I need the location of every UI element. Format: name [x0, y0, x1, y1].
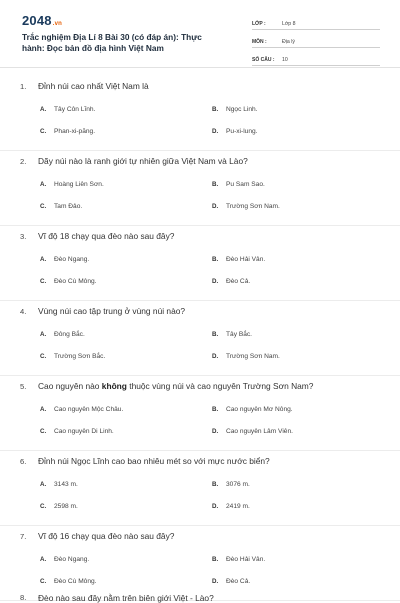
question-number: 3.	[20, 232, 27, 241]
option-text: Cao nguyên Di Linh.	[54, 428, 114, 435]
answer-option-b[interactable]	[212, 106, 258, 113]
option-letter: D.	[212, 578, 219, 585]
question-number: 1.	[20, 82, 27, 91]
option-text: Pu-xi-lung.	[226, 128, 258, 135]
quiz-meta	[252, 14, 380, 68]
answer-option-a[interactable]	[40, 556, 89, 563]
option-text: Đèo Hải Vân.	[226, 556, 266, 563]
question-item	[0, 301, 400, 376]
question-number: 8.	[20, 593, 27, 602]
question-number: 5.	[20, 382, 27, 391]
question-item	[0, 76, 400, 151]
option-text: Ngọc Linh.	[226, 106, 258, 113]
question-number: 7.	[20, 532, 27, 541]
option-text: Cao nguyên Lâm Viên.	[226, 428, 293, 435]
answer-option-a[interactable]	[40, 106, 95, 113]
option-letter: C.	[40, 128, 47, 135]
meta-label: SỐ CÂU :	[252, 57, 275, 63]
question-item	[0, 226, 400, 301]
meta-row-subject	[252, 32, 380, 48]
option-letter: C.	[40, 428, 47, 435]
option-text: 3143 m.	[54, 481, 78, 488]
question-number: 4.	[20, 307, 27, 316]
option-letter: A.	[40, 181, 47, 188]
page-title: Trắc nghiệm Địa Lí 8 Bài 30 (có đáp án): Thực hành: Đọc bản đồ địa hình Việt Nam	[22, 32, 202, 53]
question-text-part: Cao nguyên nào	[38, 381, 102, 391]
option-letter: B.	[212, 556, 219, 563]
option-letter: C.	[40, 353, 47, 360]
meta-label: MÔN :	[252, 39, 267, 45]
option-text: Đèo Hải Vân.	[226, 256, 266, 263]
meta-row-count	[252, 50, 380, 66]
option-text: Phan-xi-păng.	[54, 128, 96, 135]
answer-option-b[interactable]	[212, 556, 265, 563]
option-text: Tây Bắc.	[226, 331, 253, 338]
question-item-partial	[0, 593, 400, 603]
answer-option-d[interactable]	[212, 278, 250, 285]
question-text	[38, 81, 149, 91]
option-letter: B.	[212, 256, 219, 263]
option-text: Đèo Cù Mông.	[54, 278, 97, 285]
question-text-emphasis: không	[101, 381, 127, 391]
option-text: Cao nguyên Mơ Nông.	[226, 406, 293, 413]
option-letter: D.	[212, 203, 219, 210]
answer-option-d[interactable]	[212, 578, 250, 585]
option-letter: C.	[40, 203, 47, 210]
option-letter: D.	[212, 503, 219, 510]
option-text: Đông Bắc.	[54, 331, 85, 338]
question-text: Đèo nào sau đây nằm trên biên giới Việt - Lào?	[38, 593, 214, 603]
question-text-part: Dãy núi nào là ranh giới tự nhiên giữa Việt Nam và Lào?	[38, 156, 248, 166]
option-letter: D.	[212, 353, 219, 360]
answer-option-c[interactable]	[40, 278, 97, 285]
answer-option-c[interactable]	[40, 128, 95, 135]
option-letter: C.	[40, 278, 47, 285]
question-text-part: Đỉnh núi cao nhất Việt Nam là	[38, 81, 149, 91]
question-text	[38, 306, 185, 316]
answer-option-c[interactable]	[40, 203, 82, 210]
option-letter: A.	[40, 406, 47, 413]
answer-option-d[interactable]	[212, 128, 258, 135]
meta-value: Lớp 8	[282, 21, 296, 27]
option-text: Tam Đảo.	[54, 203, 83, 210]
option-text: Đèo Cả.	[226, 278, 251, 285]
answer-option-d[interactable]	[212, 203, 280, 210]
option-text: Đèo Cả.	[226, 578, 251, 585]
option-text: Trường Sơn Nam.	[226, 203, 280, 210]
option-text: Tây Côn Lĩnh.	[54, 106, 96, 113]
answer-option-b[interactable]	[212, 181, 265, 188]
option-text: Đèo Ngang.	[54, 256, 90, 263]
question-text-part: Đỉnh núi Ngọc Lĩnh cao bao nhiêu mét so với mực nước biển?	[38, 456, 270, 466]
question-text	[38, 231, 174, 241]
question-item	[0, 451, 400, 526]
option-text: 3076 m.	[226, 481, 250, 488]
answer-option-b[interactable]	[212, 256, 265, 263]
answer-option-d[interactable]	[212, 428, 293, 435]
option-text: Pu Sam Sao.	[226, 181, 265, 188]
answer-option-a[interactable]	[40, 481, 78, 488]
option-text: Trường Sơn Nam.	[226, 353, 280, 360]
option-text: 2598 m.	[54, 503, 78, 510]
option-letter: A.	[40, 256, 47, 263]
header-divider	[0, 67, 400, 68]
option-letter: B.	[212, 406, 219, 413]
answer-option-c[interactable]	[40, 353, 105, 360]
question-text-part: Vĩ độ 18 chạy qua đèo nào sau đây?	[38, 231, 175, 241]
logo-text: 2048	[22, 13, 52, 28]
answer-option-d[interactable]	[212, 503, 250, 510]
question-text	[38, 381, 313, 391]
option-letter: A.	[40, 331, 47, 338]
option-letter: A.	[40, 481, 47, 488]
answer-option-c[interactable]	[40, 428, 114, 435]
answer-option-a[interactable]	[40, 181, 104, 188]
meta-row-class	[252, 14, 380, 30]
option-letter: B.	[212, 331, 219, 338]
question-text-part: thuộc vùng núi và cao nguyên Trường Sơn Nam?	[126, 381, 314, 391]
question-item	[0, 151, 400, 226]
option-letter: A.	[40, 556, 47, 563]
answer-option-d[interactable]	[212, 353, 280, 360]
answer-option-b[interactable]	[212, 481, 250, 488]
answer-option-b[interactable]	[212, 406, 293, 413]
option-letter: C.	[40, 503, 47, 510]
option-letter: D.	[212, 128, 219, 135]
meta-label: LỚP :	[252, 21, 266, 27]
option-letter: D.	[212, 428, 219, 435]
logo-suffix: .vn	[52, 21, 63, 27]
option-letter: C.	[40, 578, 47, 585]
question-number: 2.	[20, 157, 27, 166]
question-item	[0, 376, 400, 451]
question-text	[38, 156, 248, 166]
answer-option-a[interactable]	[40, 256, 89, 263]
option-text: 2419 m.	[226, 503, 250, 510]
question-text	[38, 456, 270, 466]
answer-option-a[interactable]	[40, 406, 123, 413]
question-text-part: Vĩ độ 16 chạy qua đèo nào sau đây?	[38, 531, 175, 541]
answer-option-c[interactable]	[40, 503, 78, 510]
option-letter: A.	[40, 106, 47, 113]
question-text-part: Vùng núi cao tập trung ở vùng núi nào?	[38, 306, 186, 316]
question-number: 6.	[20, 457, 27, 466]
option-letter: D.	[212, 278, 219, 285]
option-text: Cao nguyên Mộc Châu.	[54, 406, 124, 413]
question-list	[0, 76, 400, 601]
option-text: Hoàng Liên Sơn.	[54, 181, 104, 188]
option-text: Đèo Cù Mông.	[54, 578, 97, 585]
answer-option-c[interactable]	[40, 578, 97, 585]
answer-option-b[interactable]	[212, 331, 252, 338]
header	[0, 0, 400, 66]
option-text: Trường Sơn Bắc.	[54, 353, 106, 360]
meta-value: 10	[282, 57, 288, 63]
option-letter: B.	[212, 106, 219, 113]
question-text	[38, 531, 174, 541]
meta-value: Địa lý	[282, 39, 295, 45]
option-text: Đèo Ngang.	[54, 556, 90, 563]
option-letter: B.	[212, 481, 219, 488]
answer-option-a[interactable]	[40, 331, 85, 338]
site-logo[interactable]	[22, 13, 62, 28]
question-item	[0, 526, 400, 601]
option-letter: B.	[212, 181, 219, 188]
